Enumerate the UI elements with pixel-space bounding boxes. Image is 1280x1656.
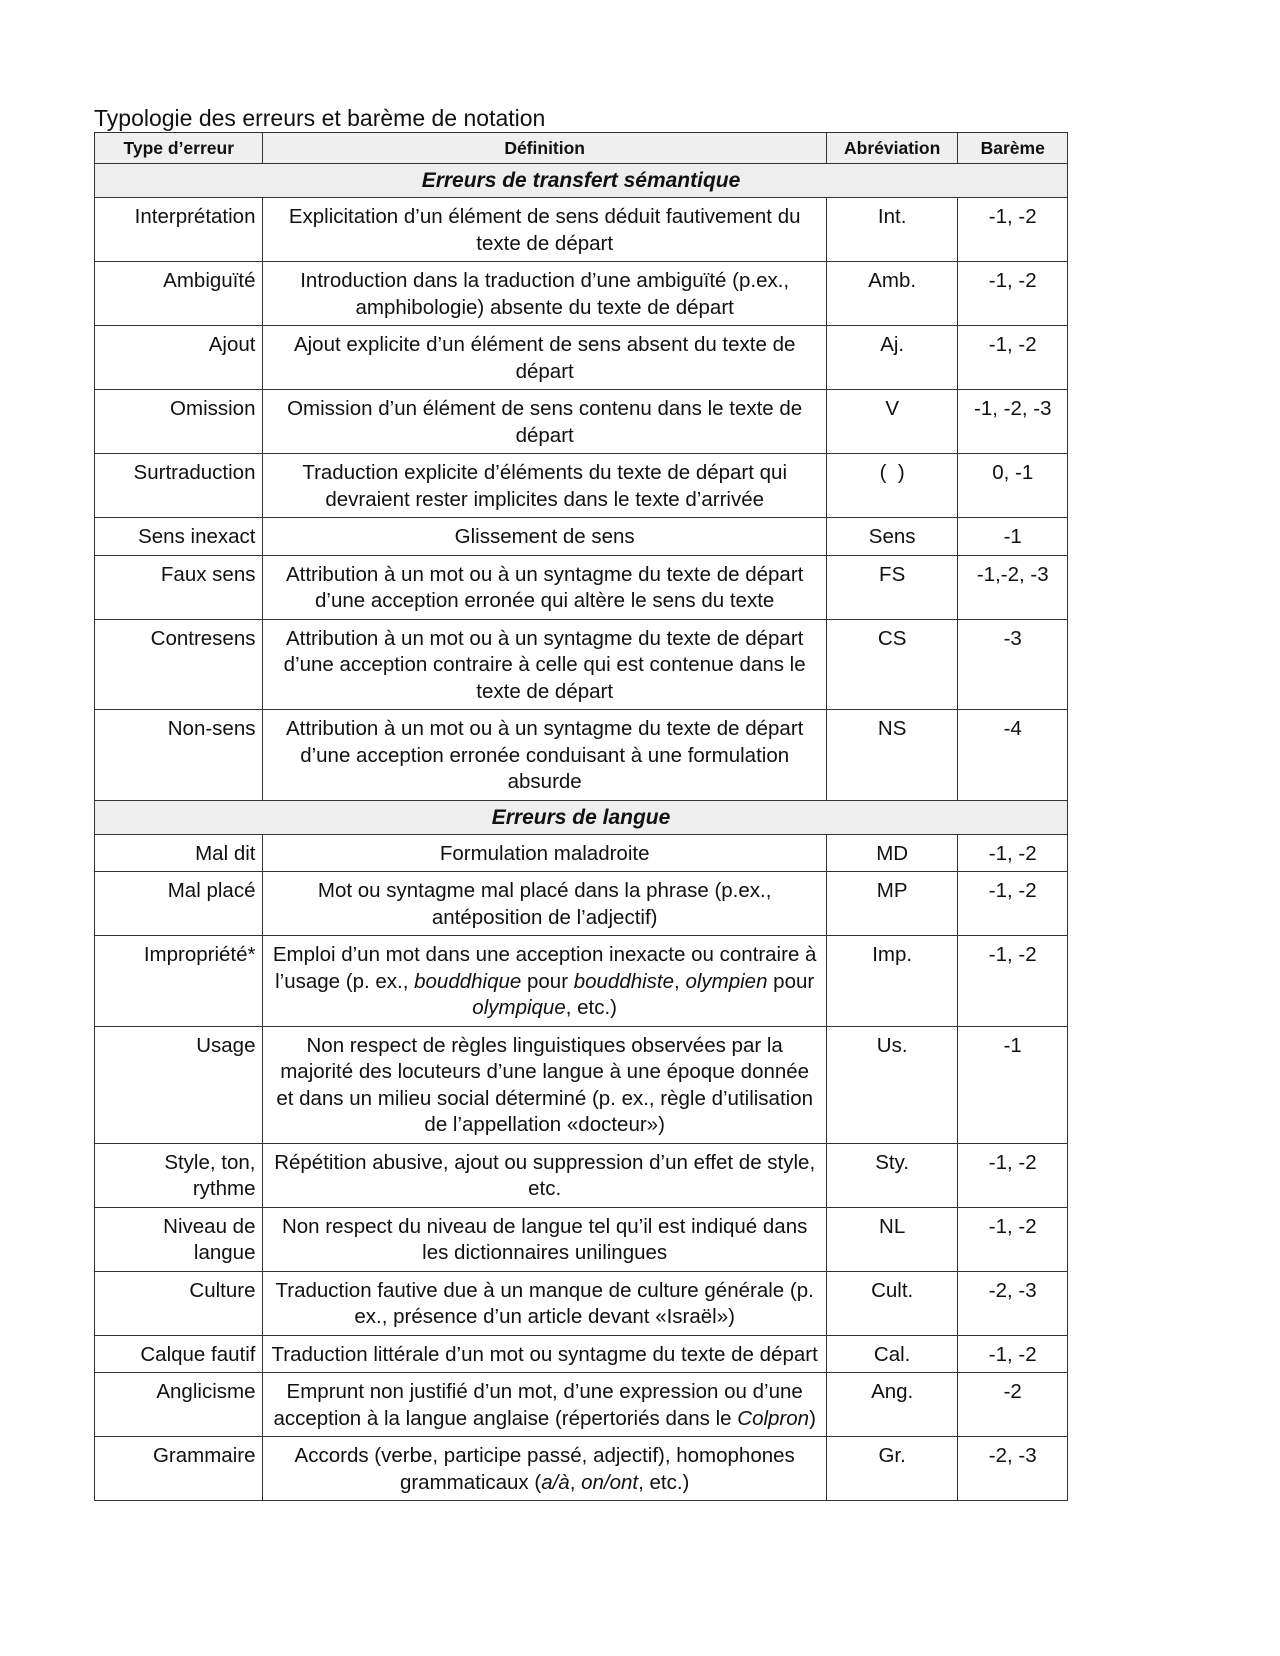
error-definition: Attribution à un mot ou à un syntagme du texte de départ d’une acception erronée conduisant à une formulation absurde (263, 710, 826, 801)
table-row (95, 619, 1068, 710)
table-row (95, 872, 1068, 936)
error-scale: -1,-2, -3 (958, 555, 1068, 619)
error-typology-table (94, 132, 1068, 1501)
error-abbreviation: FS (826, 555, 958, 619)
error-type: Contresens (95, 619, 263, 710)
error-definition (263, 1373, 826, 1437)
header-scale: Barème (958, 133, 1068, 164)
definition-example: bouddhiste (573, 969, 675, 993)
error-definition: Attribution à un mot ou à un syntagme du texte de départ d’une acception erronée qui altère le sens du texte (263, 555, 826, 619)
table-row (95, 390, 1068, 454)
document-title: Typologie des erreurs et barème de notation (94, 105, 546, 131)
error-abbreviation: Aj. (826, 326, 958, 390)
error-abbreviation: ( ) (826, 454, 958, 518)
table-row (95, 518, 1068, 556)
error-definition: Formulation maladroite (263, 834, 826, 872)
error-type: Ajout (95, 326, 263, 390)
error-abbreviation: Sty. (826, 1143, 958, 1207)
table-row (95, 326, 1068, 390)
error-abbreviation: NL (826, 1207, 958, 1271)
error-scale: -1 (958, 1026, 1068, 1143)
table-header-row (95, 133, 1068, 164)
definition-text: Accords (verbe, participe passé, adjectif), homophones grammaticaux ( (294, 1444, 795, 1494)
definition-text: , (674, 969, 686, 993)
error-abbreviation: Us. (826, 1026, 958, 1143)
section-heading: Erreurs de langue (95, 800, 1068, 834)
header-definition: Définition (263, 133, 826, 164)
error-definition: Non respect de règles linguistiques observées par la majorité des locuteurs d’une langue à une époque donnée et dans un milieu social déterminé (p. ex., règle d’utilisation de l’appellation «docteur») (263, 1026, 826, 1143)
definition-text: , (569, 1470, 582, 1494)
error-abbreviation: Sens (826, 518, 958, 556)
error-scale: -1, -2 (958, 326, 1068, 390)
error-type: Style, ton, rythme (95, 1143, 263, 1207)
table-row (95, 834, 1068, 872)
table-row (95, 936, 1068, 1027)
section-row (95, 164, 1068, 198)
section-row (95, 800, 1068, 834)
error-scale: -1, -2 (958, 1207, 1068, 1271)
table-row (95, 1437, 1068, 1501)
error-abbreviation: Int. (826, 198, 958, 262)
error-scale: -3 (958, 619, 1068, 710)
error-definition: Glissement de sens (263, 518, 826, 556)
error-type: Ambiguïté (95, 262, 263, 326)
error-type: Omission (95, 390, 263, 454)
error-type: Anglicisme (95, 1373, 263, 1437)
error-scale: -1, -2 (958, 936, 1068, 1027)
definition-example: Colpron (737, 1406, 810, 1430)
error-definition: Non respect du niveau de langue tel qu’il est indiqué dans les dictionnaires unilingues (263, 1207, 826, 1271)
error-definition (263, 936, 826, 1027)
error-abbreviation: Imp. (826, 936, 958, 1027)
error-definition: Répétition abusive, ajout ou suppression d’un effet de style, etc. (263, 1143, 826, 1207)
error-abbreviation: Cal. (826, 1335, 958, 1373)
error-definition: Introduction dans la traduction d’une ambiguïté (p.ex., amphibologie) absente du texte de départ (263, 262, 826, 326)
definition-example: bouddhique (414, 969, 522, 993)
table-row (95, 454, 1068, 518)
definition-text: Emploi d’un mot dans une acception inexacte ou contraire à l’usage (p. ex., (272, 943, 817, 993)
error-abbreviation: Cult. (826, 1271, 958, 1335)
error-scale: -1, -2 (958, 872, 1068, 936)
error-definition: Attribution à un mot ou à un syntagme du texte de départ d’une acception contraire à celle qui est contenue dans le texte de départ (263, 619, 826, 710)
error-scale: -1, -2 (958, 1143, 1068, 1207)
error-scale: 0, -1 (958, 454, 1068, 518)
error-abbreviation: Ang. (826, 1373, 958, 1437)
definition-text: pour (767, 969, 815, 993)
definition-text: Emprunt non justifié d’un mot, d’une expression ou d’une acception à la langue anglaise (répertoriés dans le (273, 1380, 803, 1430)
error-abbreviation: MD (826, 834, 958, 872)
table-row (95, 1143, 1068, 1207)
definition-example: on/ont (581, 1470, 639, 1494)
table-row (95, 555, 1068, 619)
error-type: Grammaire (95, 1437, 263, 1501)
error-scale: -1, -2 (958, 262, 1068, 326)
error-definition: Omission d’un élément de sens contenu dans le texte de départ (263, 390, 826, 454)
definition-text: , etc.) (638, 1470, 690, 1494)
error-definition: Explicitation d’un élément de sens déduit fautivement du texte de départ (263, 198, 826, 262)
error-abbreviation: CS (826, 619, 958, 710)
definition-example: olympique (472, 996, 566, 1019)
error-definition: Traduction explicite d’éléments du texte de départ qui devraient rester implicites dans le texte d’arrivée (263, 454, 826, 518)
error-abbreviation: NS (826, 710, 958, 801)
error-type: Usage (95, 1026, 263, 1143)
error-type: Impropriété* (95, 936, 263, 1027)
table-row (95, 1271, 1068, 1335)
table-row (95, 710, 1068, 801)
error-type: Faux sens (95, 555, 263, 619)
definition-text: , etc.) (565, 996, 618, 1019)
error-type: Sens inexact (95, 518, 263, 556)
error-abbreviation: Amb. (826, 262, 958, 326)
error-scale: -2, -3 (958, 1437, 1068, 1501)
error-definition: Traduction fautive due à un manque de culture générale (p. ex., présence d’un article devant «Israël») (263, 1271, 826, 1335)
table-row (95, 1373, 1068, 1437)
error-scale: -1 (958, 518, 1068, 556)
error-scale: -1, -2 (958, 834, 1068, 872)
table-row (95, 1207, 1068, 1271)
definition-example: a/à (541, 1470, 570, 1494)
error-type: Niveau de langue (95, 1207, 263, 1271)
header-abbreviation: Abréviation (826, 133, 958, 164)
error-type: Surtraduction (95, 454, 263, 518)
error-definition: Ajout explicite d’un élément de sens absent du texte de départ (263, 326, 826, 390)
error-type: Non-sens (95, 710, 263, 801)
section-heading: Erreurs de transfert sémantique (95, 164, 1068, 198)
error-definition: Mot ou syntagme mal placé dans la phrase (p.ex., antéposition de l’adjectif) (263, 872, 826, 936)
error-type: Calque fautif (95, 1335, 263, 1373)
error-scale: -4 (958, 710, 1068, 801)
definition-text: pour (521, 969, 574, 993)
error-definition: Traduction littérale d’un mot ou syntagme du texte de départ (263, 1335, 826, 1373)
error-scale: -2 (958, 1373, 1068, 1437)
error-abbreviation: Gr. (826, 1437, 958, 1501)
table-row (95, 262, 1068, 326)
error-scale: -1, -2, -3 (958, 390, 1068, 454)
error-type: Mal dit (95, 834, 263, 872)
table-row (95, 198, 1068, 262)
error-definition (263, 1437, 826, 1501)
error-abbreviation: V (826, 390, 958, 454)
error-type: Culture (95, 1271, 263, 1335)
error-scale: -1, -2 (958, 198, 1068, 262)
error-scale: -2, -3 (958, 1271, 1068, 1335)
definition-example: olympien (685, 969, 768, 993)
error-scale: -1, -2 (958, 1335, 1068, 1373)
header-type: Type d’erreur (95, 133, 263, 164)
table-row (95, 1026, 1068, 1143)
error-type: Mal placé (95, 872, 263, 936)
table-row (95, 1335, 1068, 1373)
definition-text: ) (809, 1406, 816, 1430)
error-type: Interprétation (95, 198, 263, 262)
error-abbreviation: MP (826, 872, 958, 936)
